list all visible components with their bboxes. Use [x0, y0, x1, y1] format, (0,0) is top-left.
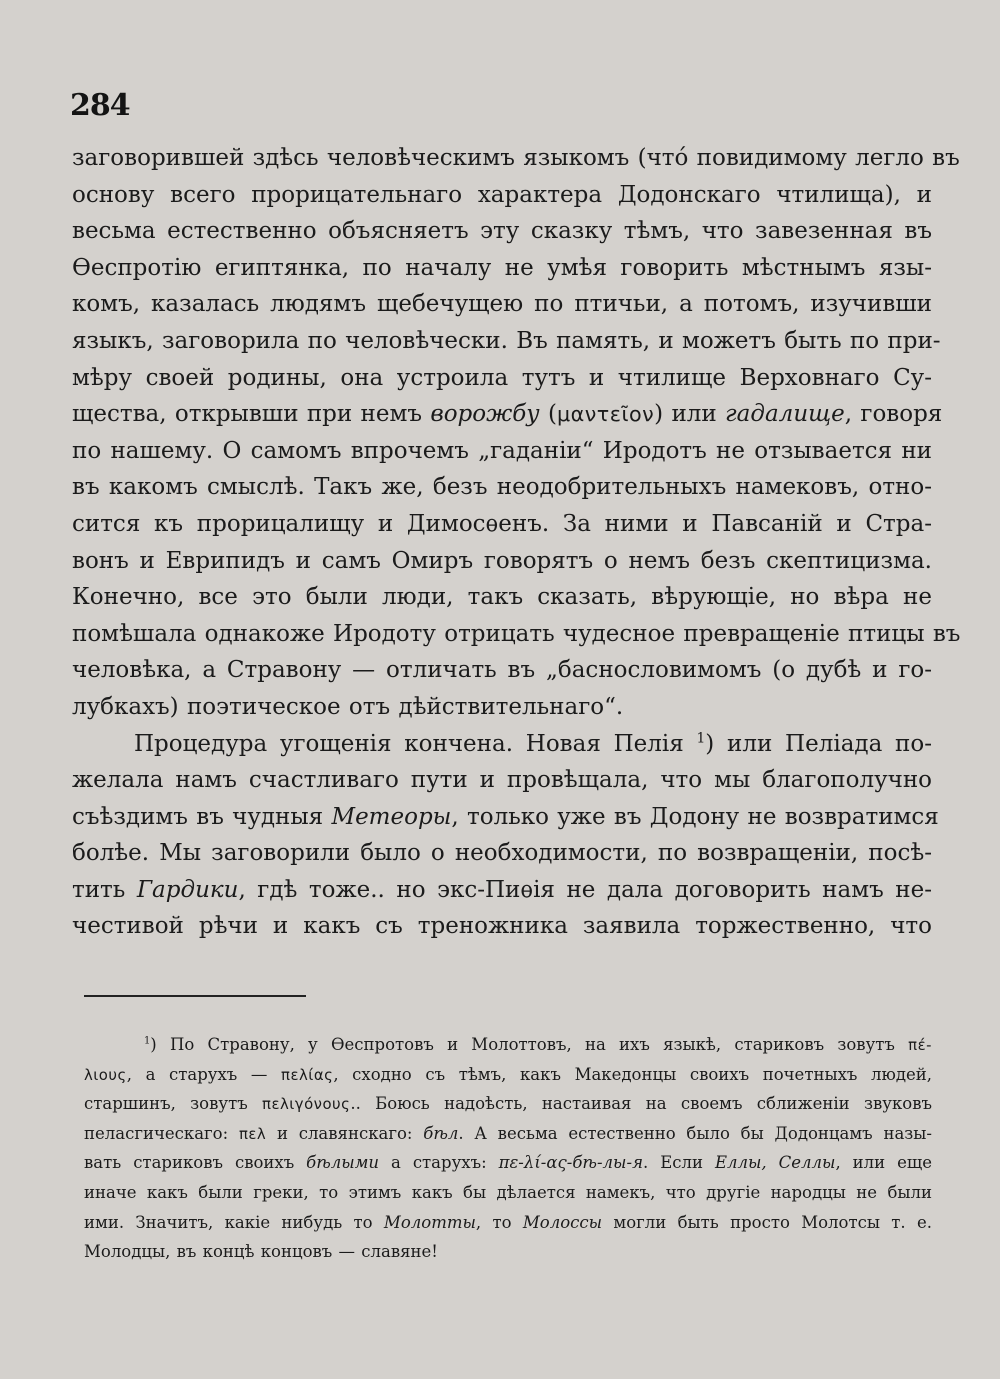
italic-term: Еллы, Селлы	[714, 1153, 836, 1173]
text-line: Конечно, все это были люди, такъ сказать, вѣрующіе, но вѣра не	[72, 584, 932, 611]
greek-term: λιους	[84, 1065, 127, 1084]
footnote-line: пеласгическаго: πελ и славянскаго: бѣл. А весьма естественно было бы Додонцамъ назы-	[84, 1123, 932, 1143]
footnote-marker: 1	[144, 1035, 151, 1047]
greek-term: πέ-	[908, 1036, 932, 1054]
footnote-line: ими. Значитъ, какіе нибудь то Молотты, то Молоссы могли быть просто Молотсы т. е.	[84, 1212, 932, 1232]
text-line: Процедура угощенія кончена. Новая Пелія $^1$) или Пеліада по-	[134, 729, 932, 757]
footnote-ref: 1	[696, 729, 706, 746]
footnote-line: старшинъ, зовутъ πελιγόνους.. Боюсь надоѣсть, настаивая на своемъ сближеніи звуковъ	[84, 1094, 932, 1114]
greek-term: μαντεῖον	[556, 402, 655, 427]
page-number: 284	[70, 88, 130, 123]
italic-term: бѣл	[423, 1123, 459, 1143]
text-line: съѣздимъ въ чудныя Метеоры, только уже въ Додону не возвратимся	[72, 803, 939, 830]
text-line: въ какомъ смыслѣ. Такъ же, безъ неодобрительныхъ намековъ, отно-	[72, 474, 932, 501]
italic-term: бѣлыми	[306, 1153, 380, 1173]
text-line: вонъ и Еврипидъ и самъ Омиръ говорятъ о немъ безъ скептицизма.	[72, 547, 932, 574]
text-line: по нашему. О самомъ впрочемъ „гаданіи“ Иродотъ не отзывается ни	[72, 437, 932, 464]
text-line: честивой рѣчи и какъ съ треножника заявила торжественно, что	[72, 913, 932, 940]
footnote-line: λιους, а старухъ — πελίας, сходно съ тѣмъ, какъ Македонцы своихъ почетныхъ людей,	[84, 1064, 933, 1084]
text-line: весьма естественно объясняетъ эту сказку тѣмъ, что завезенная въ	[72, 218, 932, 245]
footnote-line: вать стариковъ своихъ бѣлыми а старухъ: πε-λί-ας-бѣ-лы-я. Если Еллы, Селлы, или еще	[84, 1153, 932, 1173]
text-line: помѣшала однакоже Иродоту отрицать чудесное превращеніе птицы въ	[72, 620, 961, 647]
text-line: тить Гардики, гдѣ тоже.. но экс-Пиѳія не дала договорить намъ не-	[72, 876, 932, 903]
text-line: сится къ прорицалищу и Димосѳенъ. За ними и Павсаній и Стра-	[72, 510, 932, 537]
text-line: основу всего прорицательнаго характера Додонскаго чтилища), и	[72, 181, 932, 208]
italic-term: πε-λί-ας-бѣ-лы-я	[498, 1153, 643, 1173]
footnote-divider	[84, 995, 306, 997]
text-line: болѣе. Мы заговорили было о необходимости, по возвращеніи, посѣ-	[72, 840, 932, 867]
text-line: человѣка, а Стравону — отличать въ „баснословимомъ (о дубѣ и го-	[72, 657, 932, 684]
italic-term: Метеоры	[331, 803, 452, 830]
footnote	[84, 1030, 932, 1267]
italic-term: ворожбу	[430, 401, 540, 428]
text-line: языкъ, заговорила по человѣчески. Въ память, и можетъ быть по при-	[72, 327, 941, 354]
greek-term: πελιγόνους	[262, 1095, 351, 1114]
text-line: заговорившей здѣсь человѣческимъ языкомъ (что́ повидимому легло въ	[72, 145, 960, 171]
italic-term: Молотты	[383, 1212, 476, 1232]
footnote-line: Молодцы, въ концѣ концовъ — славяне!	[84, 1242, 438, 1262]
greek-term: πελ	[238, 1124, 267, 1143]
text-line: желала намъ счастливаго пути и провѣщала, что мы благополучно	[72, 767, 932, 794]
text-line: лубкахъ) поэтическое отъ дѣйствительнаго“.	[72, 693, 624, 720]
text-line: комъ, казалась людямъ щебечущею по птичьи, а потомъ, изучивши	[72, 291, 932, 318]
text-line: щества, открывши при немъ ворожбу (μαντεῖον) или гадалище, говоря	[72, 401, 943, 428]
italic-term: Молоссы	[522, 1212, 603, 1232]
footnote-line: иначе какъ были греки, то этимъ какъ бы дѣлается намекъ, что другіе народцы не были	[84, 1182, 932, 1202]
greek-term: πελίας	[281, 1065, 334, 1084]
text-line: Ѳеспротію египтянка, по началу не умѣя говорить мѣстнымъ язы-	[72, 254, 932, 281]
main-text	[72, 140, 961, 945]
footnote-line: $^1$) По Стравону, у Ѳеспротовъ и Молоттовъ, на ихъ языкѣ, стариковъ зовутъ πέ-	[144, 1035, 932, 1054]
italic-term: Гардики	[136, 876, 239, 903]
text-line: мѣру своей родины, она устроила тутъ и чтилище Верховнаго Су-	[72, 364, 932, 391]
italic-term: гадалище	[725, 401, 845, 428]
